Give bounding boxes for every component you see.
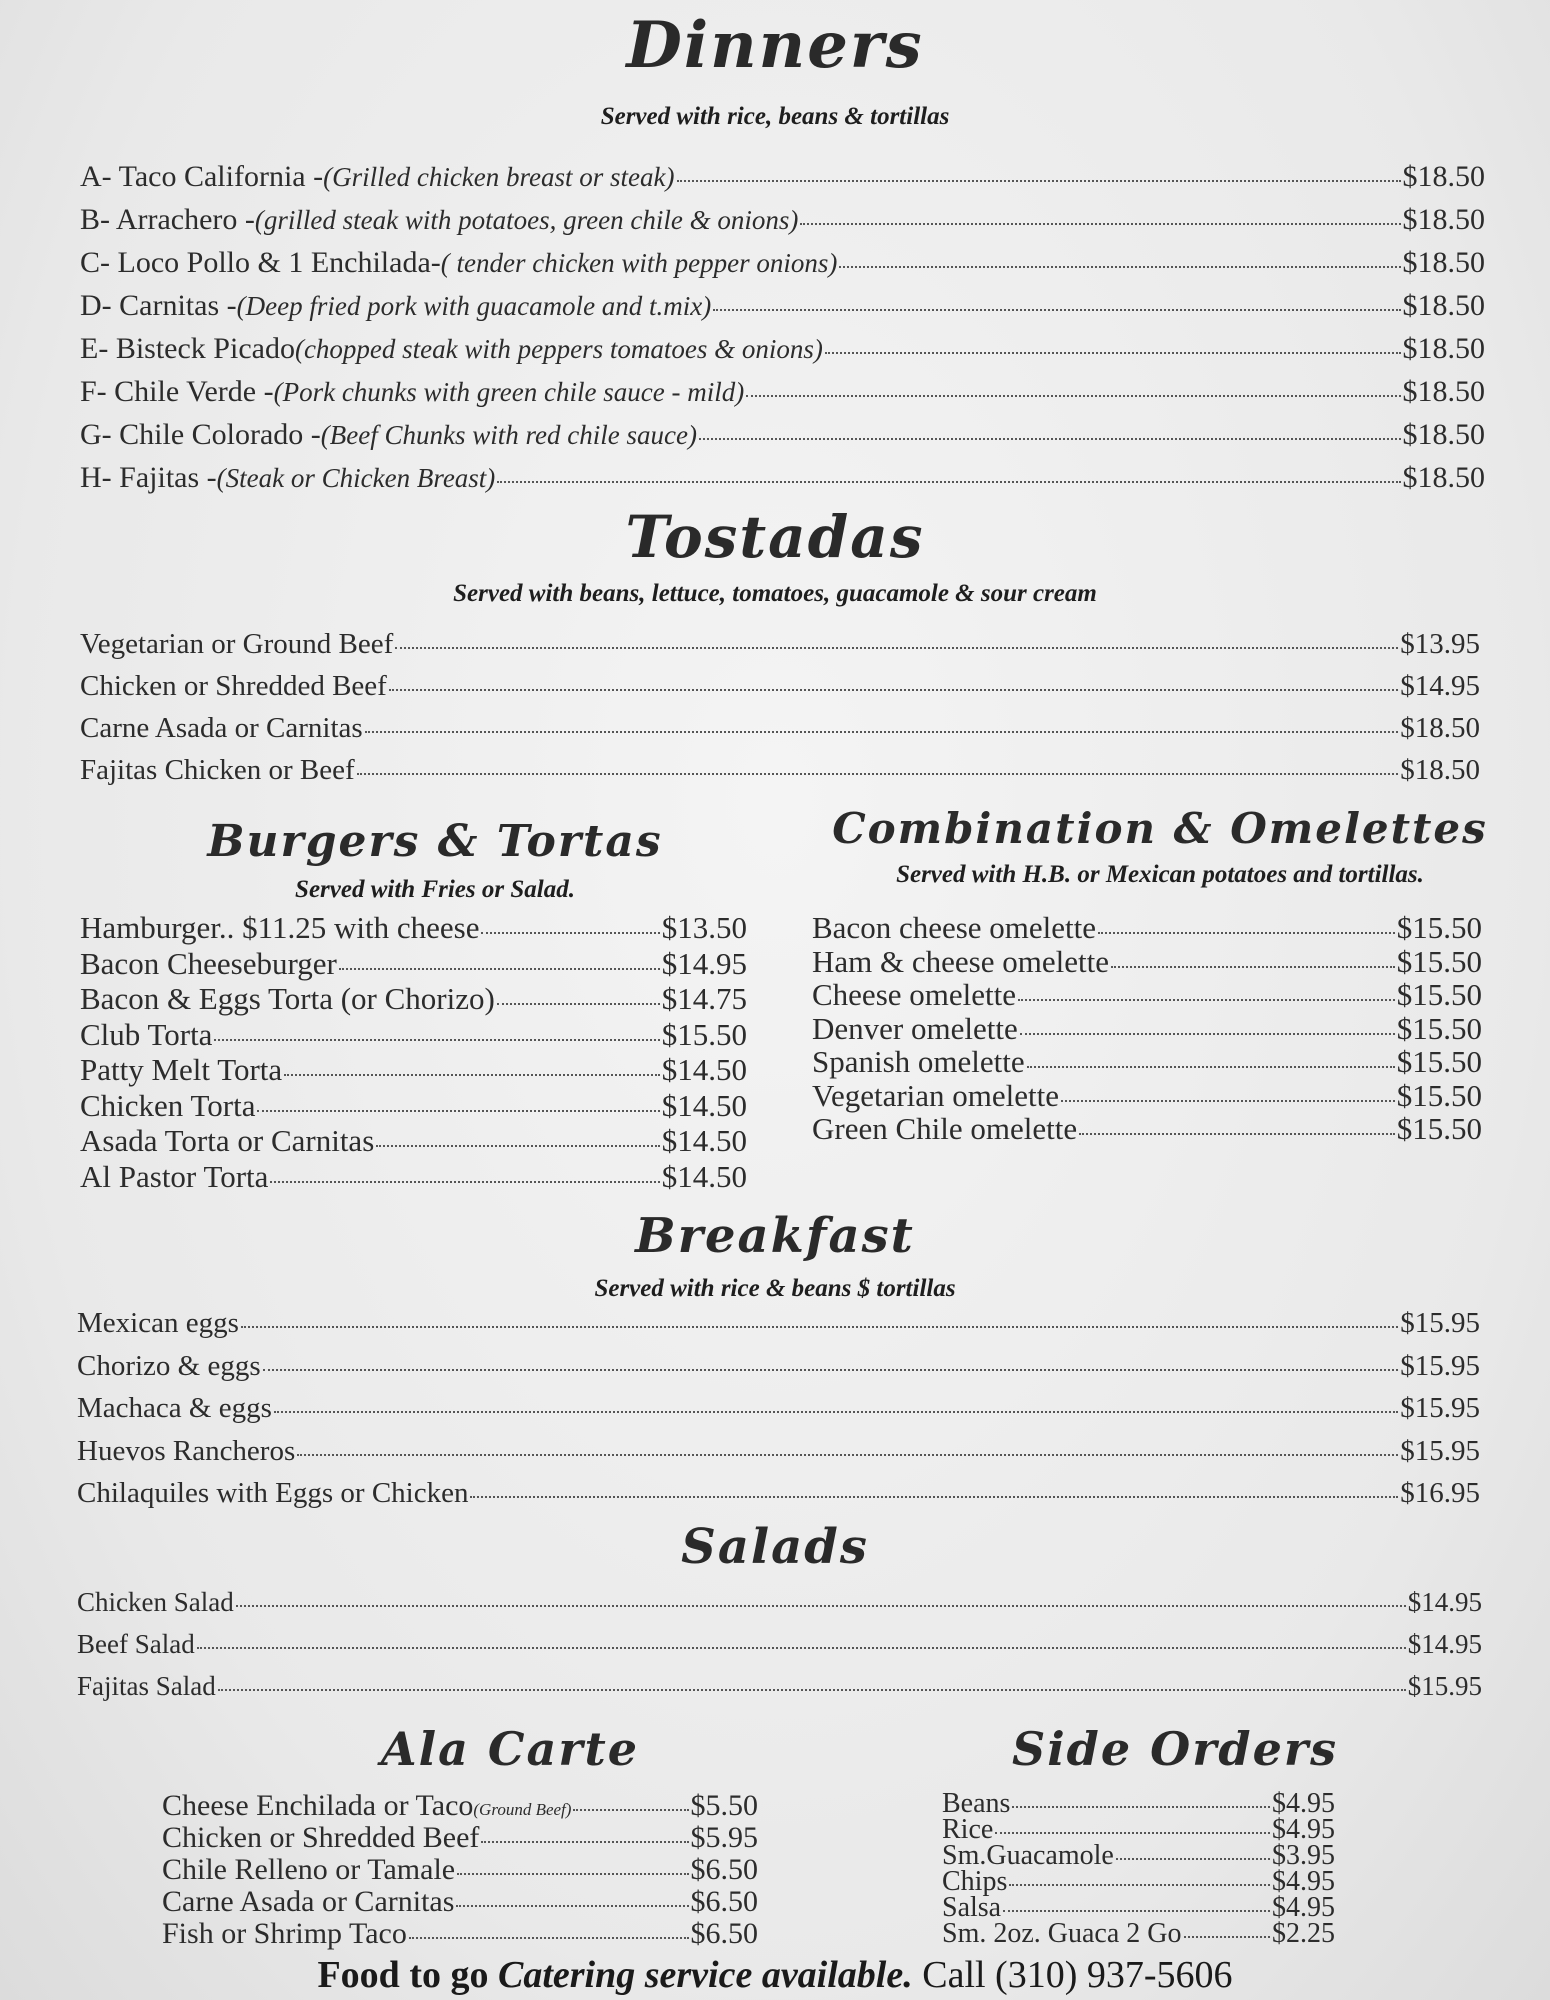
dot-leader xyxy=(497,1002,660,1005)
salads-item-price: $14.95 xyxy=(1407,1587,1482,1617)
dot-leader xyxy=(1111,965,1395,968)
dinners-item-description: ( tender chicken with pepper onions) xyxy=(440,248,838,278)
omelettes-item xyxy=(812,910,1482,946)
dinners-item-price: $18.50 xyxy=(1402,203,1485,236)
salads-heading: Salads xyxy=(681,1519,869,1575)
breakfast-subtitle: Served with rice & beans $ tortillas xyxy=(594,1275,956,1302)
tostadas-heading: Tostadas xyxy=(625,503,925,571)
omelettes-item-price: $15.50 xyxy=(1396,910,1482,945)
salads-item xyxy=(77,1629,1482,1660)
salads-item-name: Fajitas Salad xyxy=(77,1671,216,1701)
sides-item-price: $4.95 xyxy=(1272,1788,1335,1819)
breakfast-item-name: Machaca & eggs xyxy=(77,1392,272,1424)
dot-leader xyxy=(677,179,1401,182)
dinners-item xyxy=(80,375,1485,409)
burgers-item-price: $14.50 xyxy=(661,1123,747,1158)
tostadas-item-price: $18.50 xyxy=(1400,712,1480,744)
dinners-item-description: (Beef Chunks with red chile sauce) xyxy=(320,420,697,450)
dinners-item-name: E- Bisteck Picado xyxy=(80,332,295,365)
burgers-item xyxy=(80,946,747,982)
sides-item-name: Chips xyxy=(942,1866,1008,1897)
breakfast-item-name: Mexican eggs xyxy=(77,1307,239,1339)
dot-leader xyxy=(339,967,660,970)
alacarte-item-name: Carne Asada or Carnitas xyxy=(162,1885,455,1918)
omelettes-item xyxy=(812,977,1482,1013)
dot-leader xyxy=(1184,1935,1270,1938)
omelettes-item-price: $15.50 xyxy=(1396,1111,1482,1146)
sides-item-name: Sm.Guacamole xyxy=(942,1840,1114,1871)
dinners-item xyxy=(80,418,1485,452)
alacarte-item-price: $6.50 xyxy=(690,1885,758,1918)
alacarte-item-description: (Ground Beef) xyxy=(473,1800,572,1819)
burgers-item-name: Hamburger.. $11.25 with cheese xyxy=(80,910,480,945)
alacarte-item-price: $5.95 xyxy=(690,1821,758,1854)
dot-leader xyxy=(497,480,1400,483)
tostadas-item xyxy=(80,670,1480,703)
breakfast-item-price: $15.95 xyxy=(1400,1434,1480,1467)
alacarte-heading: Ala Carte xyxy=(380,1722,640,1776)
burgers-item-price: $14.50 xyxy=(661,1158,747,1194)
burgers-item-price: $14.50 xyxy=(661,1087,747,1123)
dinners-item xyxy=(80,246,1485,280)
salads-item-price: $15.95 xyxy=(1407,1671,1482,1701)
breakfast-item-price: $16.95 xyxy=(1400,1477,1480,1509)
burgers-item-price: $15.50 xyxy=(661,1016,747,1052)
burgers-item xyxy=(80,1052,747,1088)
burgers-item-name: Bacon Cheeseburger xyxy=(80,945,337,981)
salads-item-price: $14.95 xyxy=(1407,1629,1482,1659)
dinners-item xyxy=(80,289,1485,323)
dot-leader xyxy=(1116,1857,1270,1860)
dinners-item xyxy=(80,332,1485,366)
tostadas-item-name: Carne Asada or Carnitas xyxy=(80,712,363,744)
omelettes-item-price: $15.50 xyxy=(1396,977,1482,1012)
alacarte-item xyxy=(162,1821,758,1855)
tostadas-item xyxy=(80,712,1480,745)
breakfast-item xyxy=(77,1392,1480,1425)
burgers-subtitle: Served with Fries or Salad. xyxy=(295,876,575,903)
breakfast-heading: Breakfast xyxy=(635,1208,915,1264)
dot-leader xyxy=(1009,1883,1270,1886)
alacarte-item-price: $5.50 xyxy=(690,1789,758,1822)
tostadas-subtitle: Served with beans, lettuce, tomatoes, guacamole & sour cream xyxy=(453,580,1097,607)
dot-leader xyxy=(481,931,659,934)
breakfast-item-name: Chorizo & eggs xyxy=(77,1349,261,1382)
sides-item-price: $4.95 xyxy=(1272,1866,1335,1897)
dinners-heading: Dinners xyxy=(626,8,924,83)
dinners-item-price: $18.50 xyxy=(1402,246,1485,279)
omelettes-heading: Combination & Omelettes xyxy=(832,804,1488,853)
burgers-item-price: $14.75 xyxy=(661,981,747,1016)
omelettes-item-price: $15.50 xyxy=(1396,1010,1482,1046)
dot-leader xyxy=(197,1646,1406,1649)
dot-leader xyxy=(481,1840,688,1843)
dot-leader xyxy=(274,1410,1398,1413)
burgers-item xyxy=(80,981,747,1017)
burgers-item xyxy=(80,1017,747,1053)
alacarte-item xyxy=(162,1917,758,1951)
breakfast-item-price: $15.95 xyxy=(1400,1349,1480,1382)
burgers-item xyxy=(80,1159,747,1195)
dinners-item-name: D- Carnitas - xyxy=(80,289,237,322)
breakfast-item xyxy=(77,1350,1480,1383)
omelettes-item xyxy=(812,1044,1482,1080)
sides-item-name: Beans xyxy=(942,1788,1011,1819)
breakfast-item-price: $15.95 xyxy=(1400,1392,1480,1424)
omelettes-item-name: Vegetarian omelette xyxy=(812,1077,1060,1113)
omelettes-item-price: $15.50 xyxy=(1396,1077,1482,1113)
dot-leader xyxy=(270,1180,659,1183)
dot-leader xyxy=(800,222,1400,225)
dot-leader xyxy=(214,1038,659,1041)
burgers-item-price: $13.50 xyxy=(661,910,747,945)
alacarte-item-price: $6.50 xyxy=(690,1917,758,1950)
dinners-item-price: $18.50 xyxy=(1402,418,1485,451)
burgers-item xyxy=(80,910,747,946)
dot-leader xyxy=(357,772,1399,775)
sides-item-price: $3.95 xyxy=(1272,1840,1335,1871)
dot-leader xyxy=(1020,1032,1395,1035)
dot-leader xyxy=(713,308,1400,311)
dot-leader xyxy=(257,1109,659,1112)
call-phone: Call (310) 937-5606 xyxy=(922,1954,1233,1996)
burgers-item-price: $14.95 xyxy=(661,945,747,981)
salads-item-name: Beef Salad xyxy=(77,1629,195,1659)
sides-item-name: Salsa xyxy=(942,1892,1002,1923)
dinners-item xyxy=(80,160,1485,194)
alacarte-item xyxy=(162,1853,758,1887)
dinners-item-price: $18.50 xyxy=(1402,289,1485,322)
dinners-item-name: C- Loco Pollo & 1 Enchilada- xyxy=(80,246,441,279)
tostadas-item xyxy=(80,628,1480,661)
dot-leader xyxy=(263,1368,1399,1371)
burgers-item xyxy=(80,1088,747,1124)
sides-item-price: $2.25 xyxy=(1272,1918,1335,1949)
tostadas-item-price: $14.95 xyxy=(1400,670,1480,702)
omelettes-item-name: Spanish omelette xyxy=(812,1044,1025,1079)
tostadas-item-price: $18.50 xyxy=(1400,754,1480,786)
dinners-item-description: (grilled steak with potatoes, green chile & onions) xyxy=(254,205,799,235)
dot-leader xyxy=(456,1904,688,1907)
burgers-item-name: Asada Torta or Carnitas xyxy=(80,1123,375,1158)
dinners-item xyxy=(80,461,1485,495)
dinners-subtitle: Served with rice, beans & tortillas xyxy=(600,103,950,130)
burgers-item-name: Patty Melt Torta xyxy=(80,1052,283,1087)
dinners-item-description: (Deep fried pork with guacamole and t.mix) xyxy=(236,291,712,321)
dot-leader xyxy=(236,1604,1406,1607)
omelettes-item xyxy=(812,1078,1482,1114)
breakfast-item-price: $15.95 xyxy=(1400,1307,1480,1339)
sides-heading: Side Orders xyxy=(1011,1722,1338,1776)
sides-item xyxy=(942,1918,1335,1950)
burgers-item-name: Club Torta xyxy=(80,1016,213,1052)
dinners-item-description: (Steak or Chicken Breast) xyxy=(216,463,496,493)
omelettes-item-name: Green Chile omelette xyxy=(812,1111,1078,1146)
dot-leader xyxy=(1018,998,1395,1001)
tostadas-item-price: $13.95 xyxy=(1400,628,1480,660)
sides-item-name: Rice xyxy=(942,1814,994,1845)
dinners-item-description: (Pork chunks with green chile sauce - mild) xyxy=(273,377,745,407)
omelettes-item-name: Bacon cheese omelette xyxy=(812,910,1097,945)
catering-label: Catering service available. xyxy=(497,1954,913,1996)
breakfast-item xyxy=(77,1477,1480,1510)
omelettes-item xyxy=(812,1011,1482,1047)
dinners-item-price: $18.50 xyxy=(1402,461,1485,494)
sides-item-price: $4.95 xyxy=(1272,1892,1335,1923)
omelettes-item-name: Denver omelette xyxy=(812,1010,1018,1046)
breakfast-item xyxy=(77,1435,1480,1468)
dot-leader xyxy=(1012,1805,1270,1808)
dot-leader xyxy=(1003,1909,1270,1912)
tostadas-item-name: Chicken or Shredded Beef xyxy=(80,670,387,702)
dinners-item-price: $18.50 xyxy=(1402,160,1485,193)
dot-leader xyxy=(241,1325,1398,1328)
burgers-item xyxy=(80,1123,747,1159)
dot-leader xyxy=(995,1831,1270,1834)
dot-leader xyxy=(1061,1099,1395,1102)
dot-leader xyxy=(376,1144,659,1147)
dinners-item-name: A- Taco California - xyxy=(80,160,324,193)
burgers-item-price: $14.50 xyxy=(661,1052,747,1087)
alacarte-item xyxy=(162,1885,758,1919)
tostadas-item-name: Vegetarian or Ground Beef xyxy=(80,628,394,660)
dot-leader xyxy=(409,1936,689,1939)
dot-leader xyxy=(699,437,1401,440)
dot-leader xyxy=(1098,931,1395,934)
dinners-item-description: (chopped steak with peppers tomatoes & onions) xyxy=(294,334,823,364)
dot-leader xyxy=(395,646,1398,649)
burgers-item-name: Al Pastor Torta xyxy=(80,1158,269,1194)
alacarte-item-price: $6.50 xyxy=(690,1853,758,1886)
burgers-item-name: Bacon & Eggs Torta (or Chorizo) xyxy=(80,981,495,1016)
dinners-item-name: H- Fajitas - xyxy=(80,461,217,494)
dinners-item-description: (Grilled chicken breast or steak) xyxy=(323,162,675,192)
dinners-item-name: F- Chile Verde - xyxy=(80,375,274,408)
omelettes-item-name: Cheese omelette xyxy=(812,977,1016,1012)
tostadas-item xyxy=(80,754,1480,787)
burgers-item-name: Chicken Torta xyxy=(80,1087,256,1123)
dot-leader xyxy=(389,688,1398,691)
omelettes-item-price: $15.50 xyxy=(1396,1044,1482,1079)
dot-leader xyxy=(365,730,1399,733)
salads-item-name: Chicken Salad xyxy=(77,1587,234,1617)
alacarte-item-name: Cheese Enchilada or Taco xyxy=(162,1789,474,1822)
alacarte-item-name: Fish or Shrimp Taco xyxy=(162,1917,407,1950)
alacarte-item xyxy=(162,1789,758,1823)
dot-leader xyxy=(470,1495,1398,1498)
omelettes-item-price: $15.50 xyxy=(1396,943,1482,979)
salads-item xyxy=(77,1587,1482,1618)
food-to-go-label: Food to go xyxy=(317,1954,489,1996)
footer xyxy=(0,1953,1550,1997)
dot-leader xyxy=(746,394,1400,397)
dot-leader xyxy=(573,1808,688,1811)
dinners-item-name: G- Chile Colorado - xyxy=(80,418,321,451)
sides-item-price: $4.95 xyxy=(1272,1814,1335,1845)
dot-leader xyxy=(1027,1065,1395,1068)
breakfast-item-name: Huevos Rancheros xyxy=(77,1434,296,1467)
dinners-item xyxy=(80,203,1485,237)
omelettes-item xyxy=(812,944,1482,980)
dot-leader xyxy=(284,1073,660,1076)
alacarte-item-name: Chicken or Shredded Beef xyxy=(162,1821,480,1854)
alacarte-item-name: Chile Relleno or Tamale xyxy=(162,1853,456,1886)
omelettes-subtitle: Served with H.B. or Mexican potatoes and tortillas. xyxy=(896,861,1424,888)
dot-leader xyxy=(839,265,1400,268)
dinners-item-price: $18.50 xyxy=(1402,332,1485,365)
dot-leader xyxy=(218,1688,1406,1691)
omelettes-item xyxy=(812,1111,1482,1147)
sides-item-name: Sm. 2oz. Guaca 2 Go xyxy=(942,1918,1182,1949)
salads-item xyxy=(77,1671,1482,1702)
dinners-item-price: $18.50 xyxy=(1402,375,1485,408)
breakfast-item xyxy=(77,1307,1480,1340)
burgers-heading: Burgers & Tortas xyxy=(207,816,663,867)
dot-leader xyxy=(297,1453,1398,1456)
dot-leader xyxy=(457,1872,688,1875)
dot-leader xyxy=(825,351,1401,354)
breakfast-item-name: Chilaquiles with Eggs or Chicken xyxy=(77,1477,469,1509)
omelettes-item-name: Ham & cheese omelette xyxy=(812,943,1109,979)
dinners-item-name: B- Arrachero - xyxy=(80,203,255,236)
dot-leader xyxy=(1079,1132,1395,1135)
tostadas-item-name: Fajitas Chicken or Beef xyxy=(80,754,355,786)
